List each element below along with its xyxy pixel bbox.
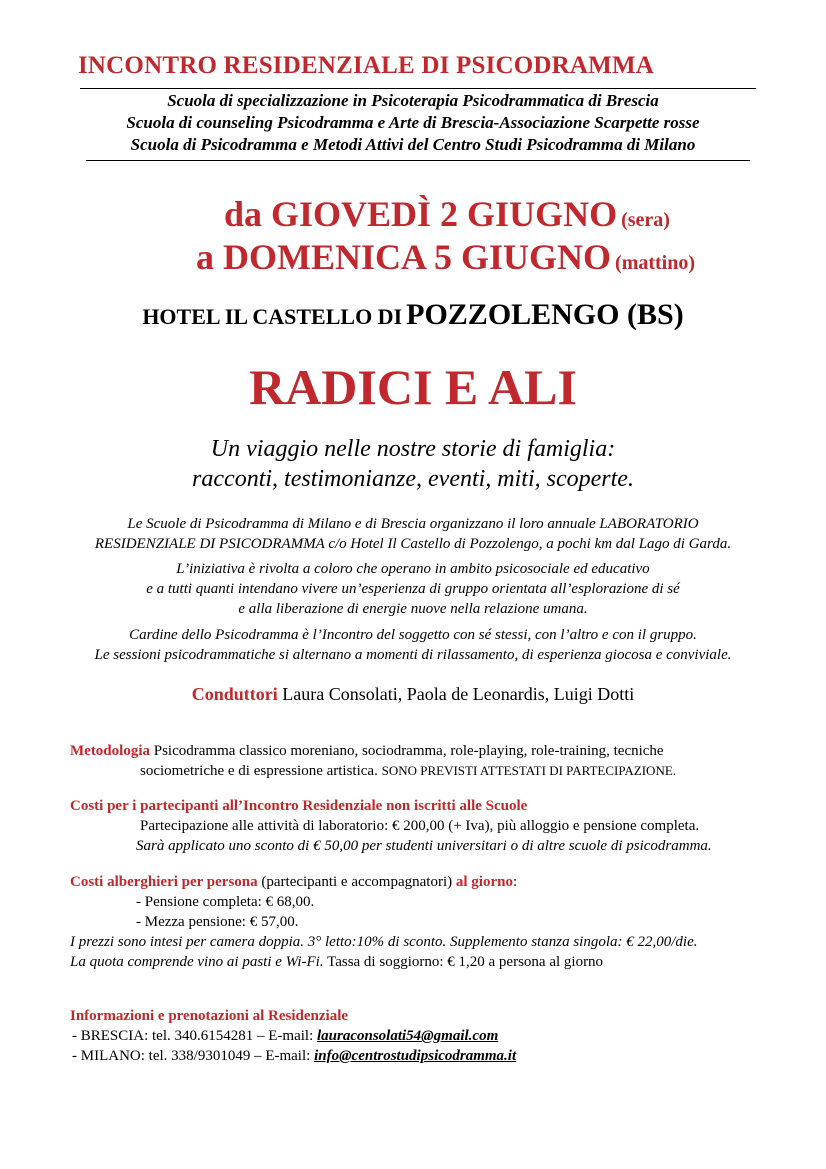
info-section [70,1006,800,1066]
school-brescia-psicoterapia: Scuola di specializzazione in Psicoterapia Psicodrammatica di Brescia [167,91,659,110]
brescia-contact: - BRESCIA: tel. 340.6154281 – E-mail: [72,1028,314,1044]
method-paragraph [40,625,786,665]
end-date [196,236,695,278]
room-note: I prezzi sono intesi per camera doppia. 3° letto:10% di sconto. Supplemento stanza singola: € 22,00/die. [70,934,698,950]
brescia-email-link[interactable]: lauraconsolati54@gmail.com [317,1028,499,1044]
intro-paragraph [40,514,786,554]
event-title: RADICI E ALI [249,359,577,415]
participant-costs-label: Costi per i partecipanti all’Incontro Residenziale non iscritti alle Scuole [70,798,528,814]
header-divider-top [80,88,756,89]
event-subtitle [0,434,826,494]
participant-fee: Partecipazione alle attività di laboratorio: € 200,00 (+ Iva), più alloggio e pensione completa. [140,818,700,834]
end-date-main: a DOMENICA 5 GIUGNO [196,237,612,277]
method-line: Cardine dello Psicodramma è l’Incontro del soggetto con sé stessi, con l’altro e con il gruppo. [129,627,697,643]
methodology-text-2: sociometriche e di espressione artistica. [140,763,378,779]
hotel-costs-section [70,872,800,972]
venue [0,298,826,332]
start-date-note: (sera) [621,209,670,231]
start-date-main: da GIOVEDÌ 2 GIUGNO [224,194,618,234]
intro-line: Le Scuole di Psicodramma di Milano e di Brescia organizzano il loro annuale LABORATORIO [127,516,699,532]
colon: : [512,874,518,890]
methodology-label: Metodologia [70,743,150,759]
target-line: e a tutti quanti intendano vivere un’esperienza di gruppo orientata all’esplorazione di sé [146,581,680,597]
page-title: INCONTRO RESIDENZIALE DI PSICODRAMMA [78,52,655,79]
end-date-note: (mattino) [615,252,696,274]
methodology-section [70,741,800,781]
school-milano: Scuola di Psicodramma e Metodi Attivi del Centro Studi Psicodramma di Milano [130,135,696,154]
hotel-costs-per-day: al giorno [455,874,513,890]
venue-town: POZZOLENGO (BS) [406,298,684,331]
participant-costs-section [70,796,800,856]
included-note: La quota comprende vino ai pasti e Wi-Fi. [70,954,324,970]
target-line: e alla liberazione di energie nuove nella relazione umana. [238,601,588,617]
conductors [0,684,826,705]
conductors-names: Laura Consolati, Paola de Leonardis, Luigi Dotti [282,684,635,704]
milano-email-link[interactable]: info@centrostudipsicodramma.it [314,1048,517,1064]
target-line: L’iniziativa è rivolta a coloro che operano in ambito psicosociale ed educativo [176,561,650,577]
student-discount: Sarà applicato uno sconto di € 50,00 per studenti universitari o di altre scuole di psicodramma. [136,838,712,854]
schools-list [60,90,766,156]
hotel-costs-label: Costi alberghieri per persona [70,874,258,890]
method-line: Le sessioni psicodrammatiche si alternano a momenti di rilassamento, di esperienza giocosa e conviviale. [94,647,732,663]
start-date [224,193,670,235]
milano-contact: - MILANO: tel. 338/9301049 – E-mail: [72,1048,311,1064]
venue-prefix: HOTEL IL CASTELLO DI [142,304,403,329]
header-divider-bottom [86,160,750,161]
info-label: Informazioni e prenotazioni al Residenziale [70,1008,349,1024]
tourist-tax: Tassa di soggiorno: € 1,20 a persona al giorno [327,954,604,970]
subtitle-line: racconti, testimonianze, eventi, miti, scoperte. [192,466,634,492]
conductors-label: Conduttori [191,684,278,704]
half-board-price: - Mezza pensione: € 57,00. [136,914,299,930]
full-board-price: - Pensione completa: € 68,00. [136,894,315,910]
subtitle-line: Un viaggio nelle nostre storie di famiglia: [210,436,616,462]
intro-line: RESIDENZIALE DI PSICODRAMMA c/o Hotel Il Castello di Pozzolengo, a pochi km dal Lago di Garda. [94,536,732,552]
hotel-costs-who: (partecipanti e accompagnatori) [261,874,453,890]
certificate-note: SONO PREVISTI ATTESTATI DI PARTECIPAZIONE. [381,763,677,778]
methodology-text: Psicodramma classico moreniano, sociodramma, role-playing, role-training, tecniche [153,743,664,759]
target-paragraph [40,559,786,619]
school-brescia-counseling: Scuola di counseling Psicodramma e Arte di Brescia-Associazione Scarpette rosse [126,113,700,132]
